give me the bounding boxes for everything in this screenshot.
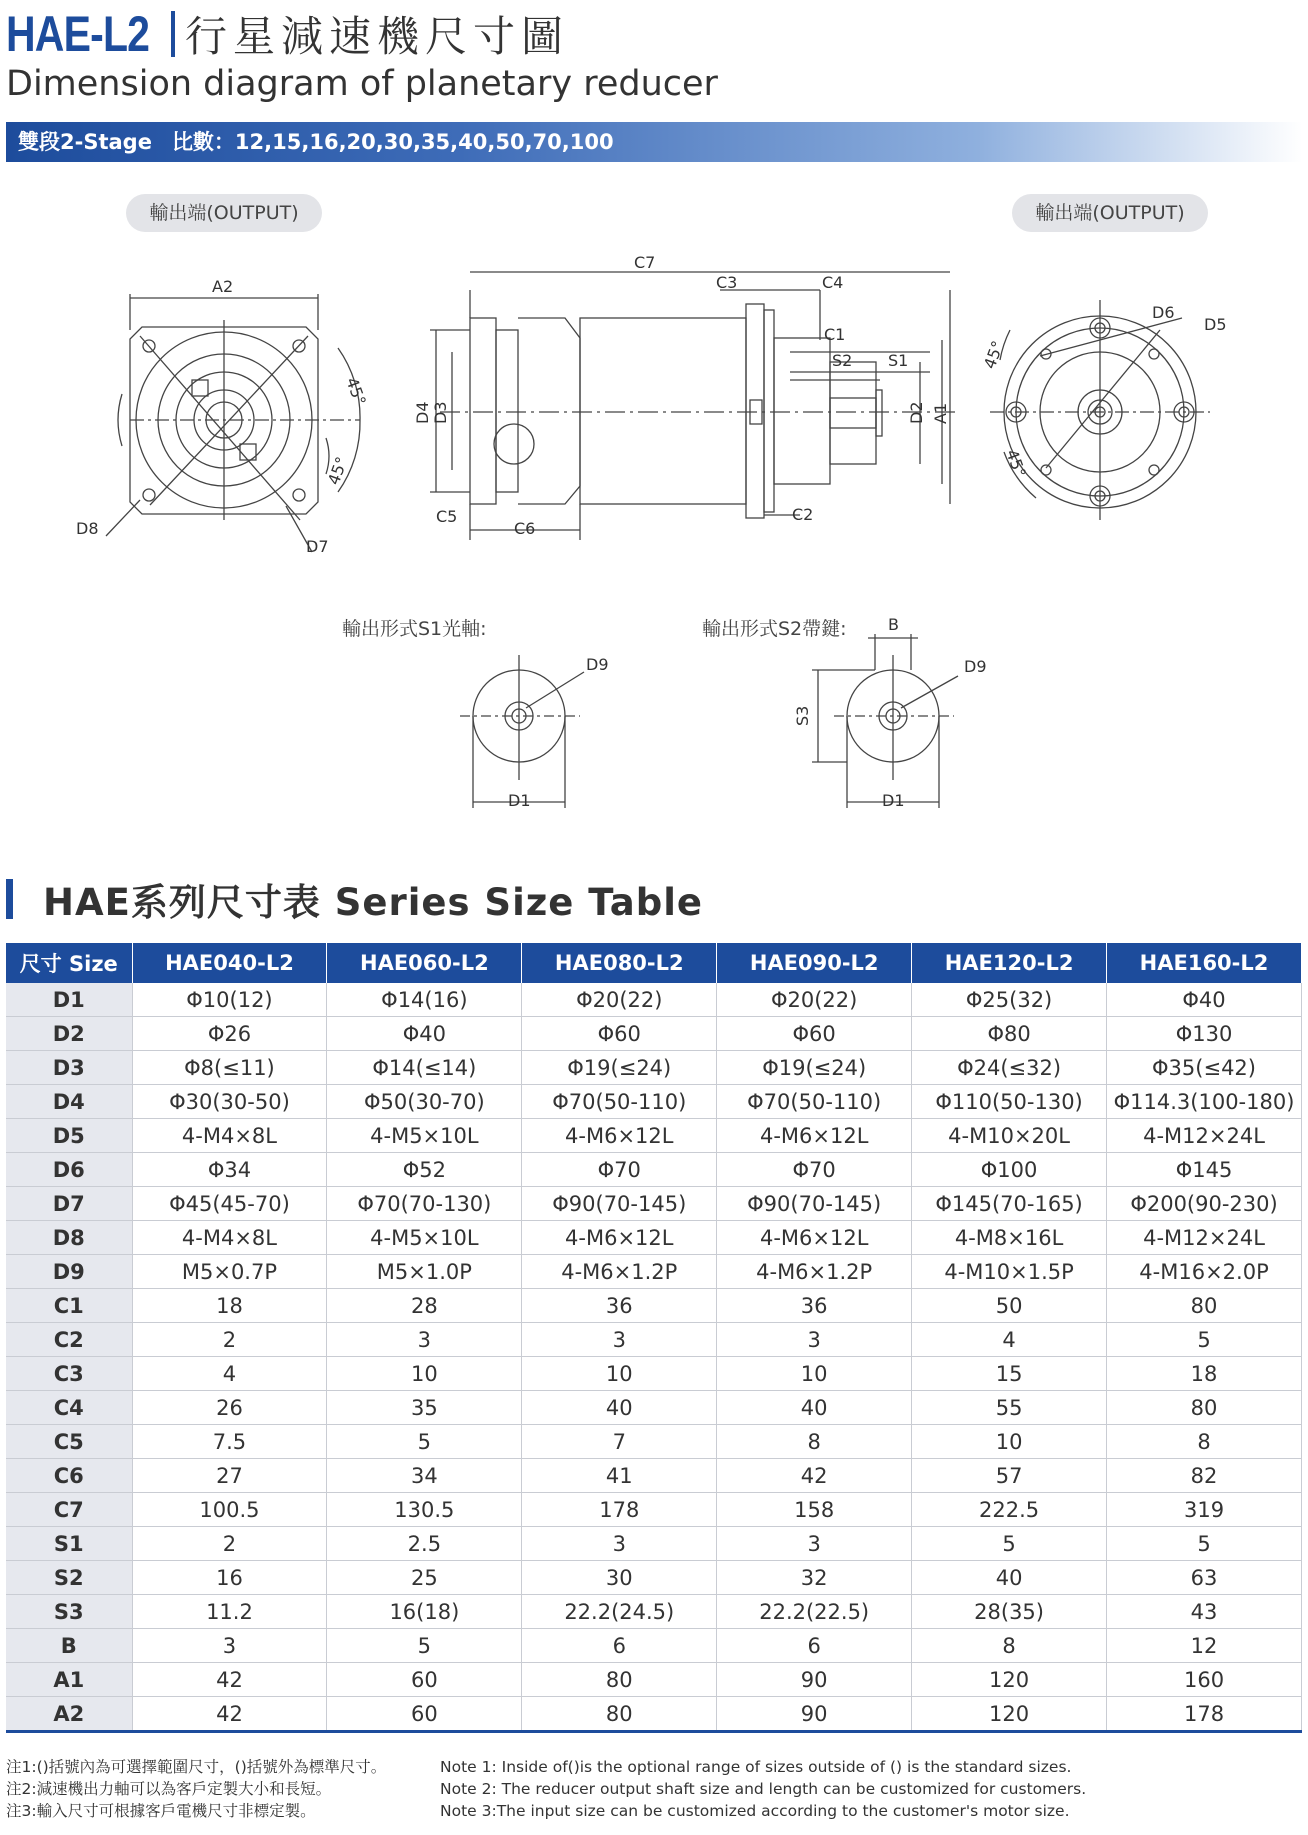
row-header: A1: [6, 1663, 132, 1697]
table-cell: Φ60: [717, 1017, 912, 1051]
table-cell: 3: [522, 1527, 717, 1561]
table-cell: 4-M5×10L: [327, 1119, 522, 1153]
table-cell: 120: [912, 1663, 1107, 1697]
table-cell: 178: [1107, 1697, 1302, 1732]
table-cell: 36: [717, 1289, 912, 1323]
column-header: HAE080-L2: [522, 943, 717, 983]
row-header: D5: [6, 1119, 132, 1153]
dim-c2: C2: [792, 505, 814, 524]
table-row: [6, 1629, 1302, 1663]
table-cell: 60: [327, 1697, 522, 1732]
table-cell: 10: [327, 1357, 522, 1391]
table-cell: Φ70(50-110): [717, 1085, 912, 1119]
table-cell: 158: [717, 1493, 912, 1527]
table-cell: 6: [717, 1629, 912, 1663]
row-header: S3: [6, 1595, 132, 1629]
table-cell: Φ70(50-110): [522, 1085, 717, 1119]
table-cell: 40: [522, 1391, 717, 1425]
column-header: HAE090-L2: [717, 943, 912, 983]
table-cell: 3: [522, 1323, 717, 1357]
row-header: C3: [6, 1357, 132, 1391]
table-cell: Φ50(30-70): [327, 1085, 522, 1119]
size-table-title: HAE系列尺寸表 Series Size Table: [43, 881, 703, 924]
column-header: HAE040-L2: [132, 943, 327, 983]
table-cell: 5: [1107, 1527, 1302, 1561]
row-header: D9: [6, 1255, 132, 1289]
note-en-1: Note 1: Inside of()is the optional range of sizes outside of () is the standard sizes.: [440, 1758, 1072, 1776]
dim-c7: C7: [634, 253, 656, 272]
row-header: S2: [6, 1561, 132, 1595]
row-header: B: [6, 1629, 132, 1663]
table-cell: 28: [327, 1289, 522, 1323]
table-cell: 8: [1107, 1425, 1302, 1459]
table-cell: 8: [717, 1425, 912, 1459]
table-cell: 4: [132, 1357, 327, 1391]
table-cell: 90: [717, 1697, 912, 1732]
table-cell: 12: [1107, 1629, 1302, 1663]
table-cell: 30: [522, 1561, 717, 1595]
table-row: [6, 1459, 1302, 1493]
row-header: C7: [6, 1493, 132, 1527]
title-chinese: 行星減速機尺寸圖: [185, 12, 570, 61]
row-header: D8: [6, 1221, 132, 1255]
s1-shaft-view: [460, 655, 584, 808]
table-cell: Φ200(90-230): [1107, 1187, 1302, 1221]
ratio-label: 比數：12,15,16,20,30,35,40,50,70,100: [171, 130, 614, 154]
table-row: [6, 1119, 1302, 1153]
table-row: [6, 1187, 1302, 1221]
table-cell: 40: [912, 1561, 1107, 1595]
table-cell: 40: [717, 1391, 912, 1425]
table-cell: Φ19(≤24): [717, 1051, 912, 1085]
table-cell: M5×0.7P: [132, 1255, 327, 1289]
table-cell: 2.5: [327, 1527, 522, 1561]
table-cell: Φ90(70-145): [717, 1187, 912, 1221]
table-cell: 5: [327, 1425, 522, 1459]
table-cell: 3: [717, 1323, 912, 1357]
output-badge-left: 輸出端(OUTPUT): [126, 194, 322, 232]
table-cell: Φ40: [327, 1017, 522, 1051]
table-cell: Φ70: [717, 1153, 912, 1187]
table-cell: 3: [327, 1323, 522, 1357]
row-header: C1: [6, 1289, 132, 1323]
table-cell: 3: [717, 1527, 912, 1561]
table-cell: 4-M6×12L: [717, 1221, 912, 1255]
table-row: [6, 983, 1302, 1017]
table-cell: Φ35(≤42): [1107, 1051, 1302, 1085]
table-row: [6, 1663, 1302, 1697]
dim-c6: C6: [514, 519, 536, 538]
table-cell: 3: [132, 1629, 327, 1663]
table-cell: 16: [132, 1561, 327, 1595]
table-cell: 6: [522, 1629, 717, 1663]
table-cell: 63: [1107, 1561, 1302, 1595]
table-cell: 222.5: [912, 1493, 1107, 1527]
table-cell: 2: [132, 1527, 327, 1561]
row-header: C5: [6, 1425, 132, 1459]
table-cell: 26: [132, 1391, 327, 1425]
dim-d7: D7: [306, 537, 329, 556]
table-cell: Φ90(70-145): [522, 1187, 717, 1221]
table-row: [6, 1051, 1302, 1085]
table-cell: 100.5: [132, 1493, 327, 1527]
table-cell: Φ34: [132, 1153, 327, 1187]
table-cell: 10: [717, 1357, 912, 1391]
output-face-view: [990, 300, 1210, 520]
table-cell: Φ8(≤11): [132, 1051, 327, 1085]
column-header: HAE160-L2: [1107, 943, 1302, 983]
column-header: HAE060-L2: [327, 943, 522, 983]
table-cell: Φ19(≤24): [522, 1051, 717, 1085]
row-header: D1: [6, 983, 132, 1017]
table-cell: Φ145: [1107, 1153, 1302, 1187]
dim-a2: A2: [212, 277, 234, 296]
table-cell: M5×1.0P: [327, 1255, 522, 1289]
row-header: C6: [6, 1459, 132, 1493]
table-cell: Φ70(70-130): [327, 1187, 522, 1221]
table-cell: Φ40: [1107, 983, 1302, 1017]
table-row: [6, 1289, 1302, 1323]
table-cell: 4-M8×16L: [912, 1221, 1107, 1255]
table-cell: 4-M5×10L: [327, 1221, 522, 1255]
dim-d9-s2: D9: [964, 657, 987, 676]
table-cell: Φ10(12): [132, 983, 327, 1017]
table-cell: 80: [522, 1697, 717, 1732]
table-cell: 41: [522, 1459, 717, 1493]
dim-c1: C1: [824, 325, 846, 344]
table-cell: 10: [522, 1357, 717, 1391]
table-cell: 43: [1107, 1595, 1302, 1629]
dim-angle-top: 45°: [342, 374, 370, 409]
dimension-drawings: [0, 0, 1308, 840]
table-cell: 27: [132, 1459, 327, 1493]
table-row: [6, 1017, 1302, 1051]
table-cell: 80: [1107, 1289, 1302, 1323]
dim-d3: D3: [431, 401, 450, 424]
table-cell: 18: [1107, 1357, 1302, 1391]
table-cell: 178: [522, 1493, 717, 1527]
dim-d2: D2: [907, 401, 926, 424]
dim-b: B: [888, 615, 899, 634]
table-cell: 4-M4×8L: [132, 1221, 327, 1255]
table-cell: Φ52: [327, 1153, 522, 1187]
table-cell: 4-M12×24L: [1107, 1119, 1302, 1153]
table-row: [6, 1255, 1302, 1289]
table-cell: 5: [912, 1527, 1107, 1561]
s1-output-label: 輸出形式S1光軸:: [342, 618, 487, 640]
dim-d5: D5: [1204, 315, 1227, 334]
output-badge-right: 輸出端(OUTPUT): [1012, 194, 1208, 232]
table-cell: Φ130: [1107, 1017, 1302, 1051]
table-row: [6, 1357, 1302, 1391]
table-header-row: [6, 943, 1302, 983]
table-cell: 42: [132, 1663, 327, 1697]
table-cell: 4-M16×2.0P: [1107, 1255, 1302, 1289]
table-cell: 319: [1107, 1493, 1302, 1527]
table-row: [6, 1493, 1302, 1527]
s2-output-label: 輸出形式S2帶鍵:: [702, 618, 847, 640]
table-cell: 34: [327, 1459, 522, 1493]
table-cell: 80: [522, 1663, 717, 1697]
table-row: [6, 1527, 1302, 1561]
dim-c4: C4: [822, 273, 844, 292]
column-header: HAE120-L2: [912, 943, 1107, 983]
table-cell: Φ25(32): [912, 983, 1107, 1017]
table-cell: Φ14(16): [327, 983, 522, 1017]
table-cell: 82: [1107, 1459, 1302, 1493]
table-cell: 4-M4×8L: [132, 1119, 327, 1153]
table-cell: 57: [912, 1459, 1107, 1493]
table-cell: 4: [912, 1323, 1107, 1357]
dim-s1: S1: [888, 351, 909, 370]
stage-label: 雙段2-Stage: [18, 130, 152, 154]
table-row: [6, 1391, 1302, 1425]
table-cell: Φ14(≤14): [327, 1051, 522, 1085]
dim-d6: D6: [1152, 303, 1175, 322]
table-cell: Φ110(50-130): [912, 1085, 1107, 1119]
table-cell: 80: [1107, 1391, 1302, 1425]
table-cell: Φ114.3(100-180): [1107, 1085, 1302, 1119]
row-header: D7: [6, 1187, 132, 1221]
row-header: D3: [6, 1051, 132, 1085]
s2-shaft-view: [812, 634, 958, 808]
table-row: [6, 1697, 1302, 1732]
note-en-3: Note 3:The input size can be customized according to the customer's motor size.: [440, 1802, 1070, 1820]
note-cn-1: 注1:()括號內為可選擇範圍尺寸，()括號外為標準尺寸。: [6, 1758, 387, 1776]
table-cell: Φ20(22): [717, 983, 912, 1017]
row-header: S1: [6, 1527, 132, 1561]
table-corner-header: 尺寸 Size: [6, 943, 132, 983]
table-cell: 25: [327, 1561, 522, 1595]
table-cell: 22.2(22.5): [717, 1595, 912, 1629]
notes-english: [440, 1756, 1086, 1822]
table-row: [6, 1561, 1302, 1595]
dim-c5: C5: [436, 507, 458, 526]
table-cell: Φ80: [912, 1017, 1107, 1051]
note-cn-2: 注2:減速機出力軸可以為客戶定製大小和長短。: [6, 1780, 332, 1798]
table-cell: 130.5: [327, 1493, 522, 1527]
table-cell: Φ26: [132, 1017, 327, 1051]
dim-angle-right-top: 45°: [979, 338, 1008, 372]
table-cell: 60: [327, 1663, 522, 1697]
table-cell: 15: [912, 1357, 1107, 1391]
table-cell: 16(18): [327, 1595, 522, 1629]
table-cell: 4-M6×12L: [522, 1221, 717, 1255]
side-view: [430, 272, 960, 540]
table-cell: Φ100: [912, 1153, 1107, 1187]
row-header: A2: [6, 1697, 132, 1732]
table-cell: Φ30(30-50): [132, 1085, 327, 1119]
table-cell: 4-M10×1.5P: [912, 1255, 1107, 1289]
row-header: D6: [6, 1153, 132, 1187]
table-cell: 10: [912, 1425, 1107, 1459]
dim-a1: A1: [931, 402, 950, 424]
table-cell: Φ70: [522, 1153, 717, 1187]
row-header: D4: [6, 1085, 132, 1119]
table-cell: Φ20(22): [522, 983, 717, 1017]
table-cell: 36: [522, 1289, 717, 1323]
table-row: [6, 1221, 1302, 1255]
table-row: [6, 1425, 1302, 1459]
table-cell: 7: [522, 1425, 717, 1459]
table-cell: Φ45(45-70): [132, 1187, 327, 1221]
dim-d9-s1: D9: [586, 655, 609, 674]
table-cell: 5: [327, 1629, 522, 1663]
model-name: HAE-L2: [6, 6, 150, 62]
input-flange-view: [106, 294, 360, 552]
table-cell: 4-M6×12L: [717, 1119, 912, 1153]
dim-d1-s1: D1: [508, 791, 531, 810]
size-table: [6, 943, 1302, 1733]
table-cell: 32: [717, 1561, 912, 1595]
table-cell: 4-M10×20L: [912, 1119, 1107, 1153]
notes-chinese: [6, 1756, 386, 1822]
dim-angle-bottom: 45°: [323, 454, 352, 488]
table-cell: 35: [327, 1391, 522, 1425]
dim-d8: D8: [76, 519, 99, 538]
table-row: [6, 1085, 1302, 1119]
table-row: [6, 1323, 1302, 1357]
table-cell: 8: [912, 1629, 1107, 1663]
note-en-2: Note 2: The reducer output shaft size and length can be customized for customers.: [440, 1780, 1087, 1798]
table-cell: 90: [717, 1663, 912, 1697]
table-cell: 4-M6×1.2P: [717, 1255, 912, 1289]
table-cell: Φ60: [522, 1017, 717, 1051]
table-cell: 22.2(24.5): [522, 1595, 717, 1629]
dim-s2: S2: [832, 351, 853, 370]
row-header: C2: [6, 1323, 132, 1357]
table-cell: 28(35): [912, 1595, 1107, 1629]
table-cell: 120: [912, 1697, 1107, 1732]
table-cell: 11.2: [132, 1595, 327, 1629]
table-cell: 55: [912, 1391, 1107, 1425]
table-cell: 4-M12×24L: [1107, 1221, 1302, 1255]
table-cell: 4-M6×12L: [522, 1119, 717, 1153]
table-cell: 50: [912, 1289, 1107, 1323]
table-cell: Φ145(70-165): [912, 1187, 1107, 1221]
row-header: D2: [6, 1017, 132, 1051]
table-row: [6, 1153, 1302, 1187]
title-english: Dimension diagram of planetary reducer: [6, 64, 718, 104]
table-cell: 7.5: [132, 1425, 327, 1459]
table-cell: 42: [132, 1697, 327, 1732]
row-header: C4: [6, 1391, 132, 1425]
dim-c3: C3: [716, 273, 738, 292]
table-cell: 2: [132, 1323, 327, 1357]
table-row: [6, 1595, 1302, 1629]
dim-d4: D4: [413, 401, 432, 424]
dim-s3: S3: [793, 705, 812, 726]
dim-angle-right-bottom: 45°: [1002, 446, 1030, 481]
table-cell: 5: [1107, 1323, 1302, 1357]
note-cn-3: 注3:輸入尺寸可根據客戶電機尺寸非標定製。: [6, 1802, 316, 1820]
table-cell: 160: [1107, 1663, 1302, 1697]
table-cell: 18: [132, 1289, 327, 1323]
size-table-heading: [6, 874, 703, 924]
table-cell: Φ24(≤32): [912, 1051, 1107, 1085]
dim-d1-s2: D1: [882, 791, 905, 810]
section-marker: [6, 879, 13, 919]
table-cell: 42: [717, 1459, 912, 1493]
table-cell: 4-M6×1.2P: [522, 1255, 717, 1289]
